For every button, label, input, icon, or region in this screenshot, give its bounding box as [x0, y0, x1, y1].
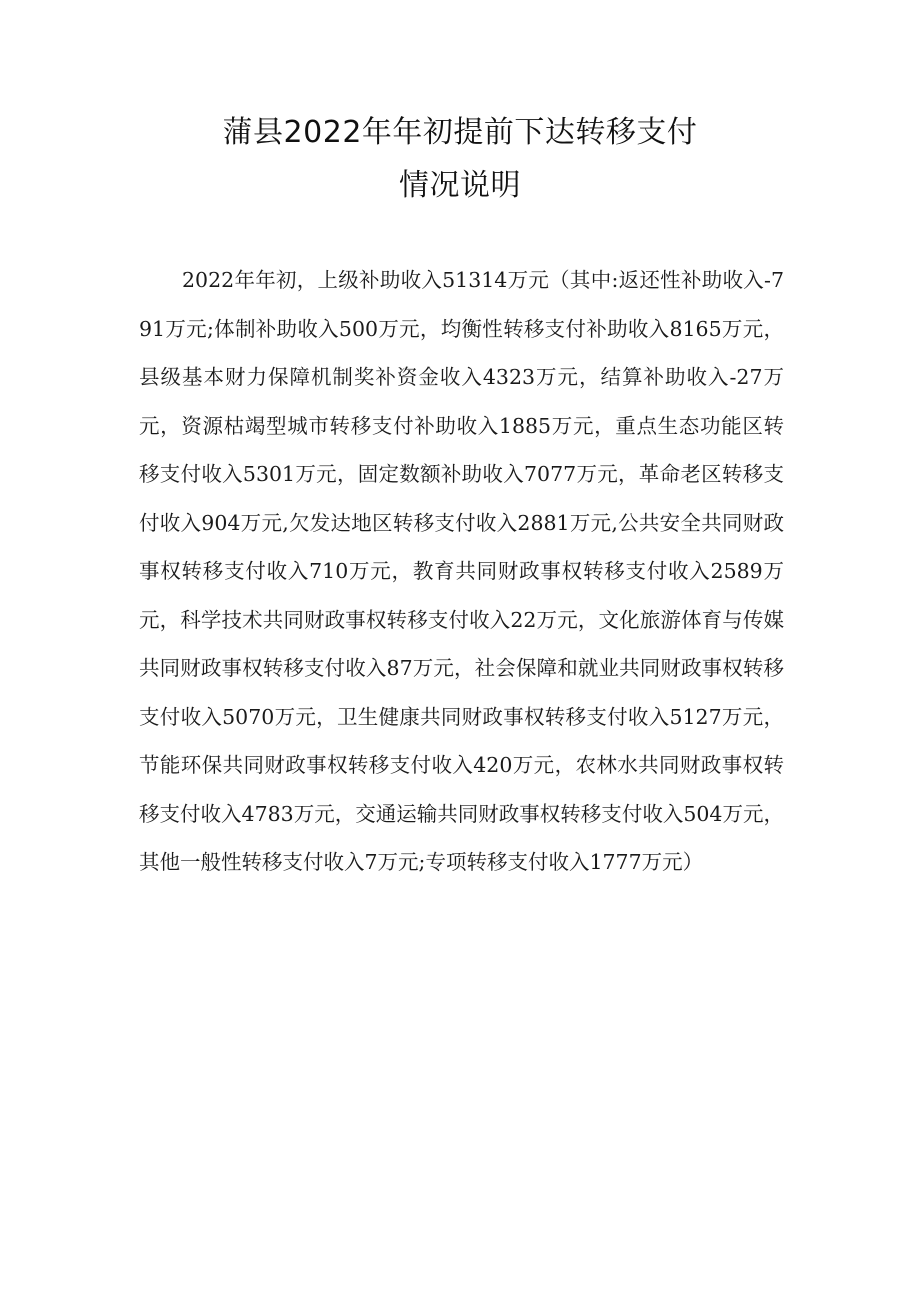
document-title-line-1: 蒲县2022年年初提前下达转移支付 [222, 115, 698, 150]
body-paragraph: 2022年年初，上级补助收入51314万元（其中:返还性补助收入-791万元;体制补助收入500万元，均衡性转移支付补助收入8165万元，县级基本财力保障机制奖补资金收入4323万元，结算补助收入-27万元，资源枯竭型城市转移支付补助收入1885万元，重点生态功能区转移支付收入5301万元，固定数额补助收入7077万元，革命老区转移支付收入904万元,欠发达地区转移支付收入2881万元,公共安全共同财政事权转移支付收入710万元，教育共同财政事权转移支付收入2589万元，科学技术共同财政事权转移支付收入22万元，文化旅游体育与传媒共同财政事权转移支付收入87万元，社会保障和就业共同财政事权转移支付收入5070万元，卫生健康共同财政事权转移支付收入5127万元，节能环保共同财政事权转移支付收入420万元，农林水共同财政事权转移支付收入4783万元，交通运输共同财政事权转移支付收入504万元，其他一般性转移支付收入7万元;专项转移支付收入1777万元） [139, 268, 784, 874]
document-title-line-2: 情况说明 [399, 168, 521, 203]
